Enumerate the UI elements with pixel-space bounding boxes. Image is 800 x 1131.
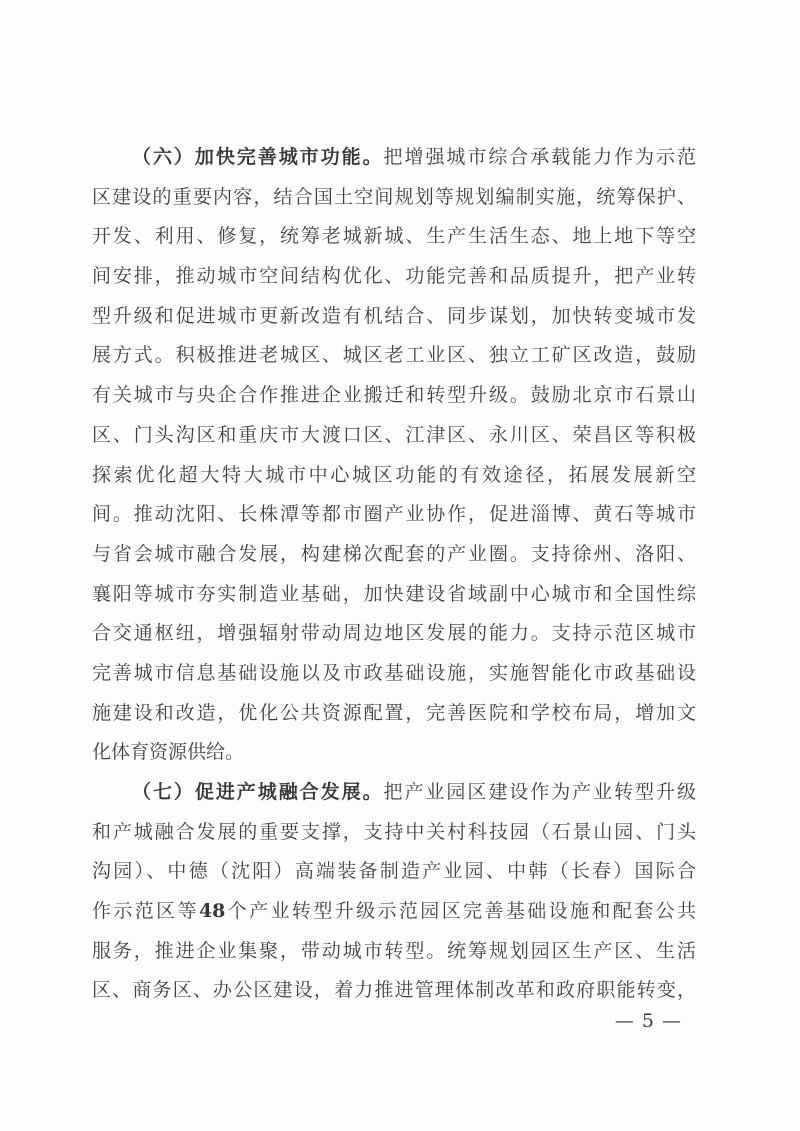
text-line	[92, 217, 696, 257]
text-segment: 区、门头沟区和重庆市大渡口区、江津区、永川区、荣昌区等积极	[92, 423, 696, 446]
text-line	[92, 694, 696, 734]
text-segment: 化体育资源供给。	[92, 741, 245, 764]
text-segment: 与省会城市融合发展，构建梯次配套的产业圈。支持徐州、洛阳、	[92, 542, 696, 565]
bold-text-segment: 48	[198, 900, 226, 923]
text-line	[92, 773, 696, 813]
text-segment: 把增强城市综合承载能力作为示范	[383, 146, 696, 168]
text-segment: 完善城市信息基础设施以及市政基础设施，实施智能化市政基础设	[92, 661, 696, 684]
text-line	[92, 297, 696, 337]
text-segment: 作示范区等	[92, 900, 199, 923]
text-line	[92, 456, 696, 496]
text-segment: 合交通枢纽，增强辐射带动周边地区发展的能力。支持示范区城市	[92, 622, 696, 645]
text-line	[92, 336, 696, 376]
text-segment: 有关城市与央企合作推进企业搬迁和转型升级。鼓励北京市石景山	[92, 384, 696, 407]
text-line	[92, 614, 696, 654]
text-segment: 施建设和改造，优化公共资源配置，完善医院和学校布局，增加文	[92, 701, 696, 724]
text-line	[92, 932, 696, 972]
text-segment: 沟园）、中德（沈阳）高端装备制造产业园、中韩（长春）国际合	[92, 860, 696, 883]
text-line	[92, 257, 696, 297]
text-line	[92, 971, 696, 1011]
text-segment: 服务，推进企业集聚，带动城市转型。统筹规划园区生产区、生活	[92, 939, 696, 962]
page-number: — 5 —	[614, 1010, 682, 1032]
text-line	[92, 813, 696, 853]
text-segment: 襄阳等城市夯实制造业基础，加快建设省域副中心城市和全国性综	[92, 582, 696, 605]
text-line	[92, 495, 696, 535]
text-line	[92, 654, 696, 694]
text-line	[92, 138, 696, 178]
document-body	[92, 138, 696, 1011]
text-segment: 型升级和促进城市更新改造有机结合、同步谋划，加快转变城市发	[92, 304, 696, 327]
text-segment: 和产城融合发展的重要支撑，支持中关村科技园（石景山园、门头	[92, 820, 696, 843]
text-segment: 展方式。积极推进老城区、城区老工业区、独立工矿区改造，鼓励	[92, 344, 696, 367]
text-segment: 把产业园区建设作为产业转型升级	[383, 781, 696, 803]
text-line	[92, 852, 696, 892]
text-line	[92, 416, 696, 456]
text-segment: 间安排，推动城市空间结构优化、功能完善和品质提升，把产业转	[92, 265, 696, 288]
text-segment: 开发、利用、修复，统筹老城新城、生产生活生态、地上地下等空	[92, 225, 696, 248]
text-segment: 个产业转型升级示范园区完善基础设施和配套公共	[225, 900, 696, 923]
text-line	[92, 733, 696, 773]
bold-text-segment: （六）加快完善城市功能。	[132, 146, 384, 168]
text-line	[92, 376, 696, 416]
bold-text-segment: （七）促进产城融合发展。	[132, 781, 384, 803]
text-segment: 区建设的重要内容，结合国土空间规划等规划编制实施，统筹保护、	[92, 185, 696, 208]
text-segment: 区、商务区、办公区建设，着力推进管理体制改革和政府职能转变，	[92, 979, 696, 1002]
text-line	[92, 575, 696, 615]
text-line	[92, 178, 696, 218]
text-segment: 间。推动沈阳、长株潭等都市圈产业协作，促进淄博、黄石等城市	[92, 503, 696, 526]
text-line	[92, 535, 696, 575]
text-line	[92, 892, 696, 932]
text-segment: 探索优化超大特大城市中心城区功能的有效途径，拓展发展新空	[92, 463, 696, 486]
